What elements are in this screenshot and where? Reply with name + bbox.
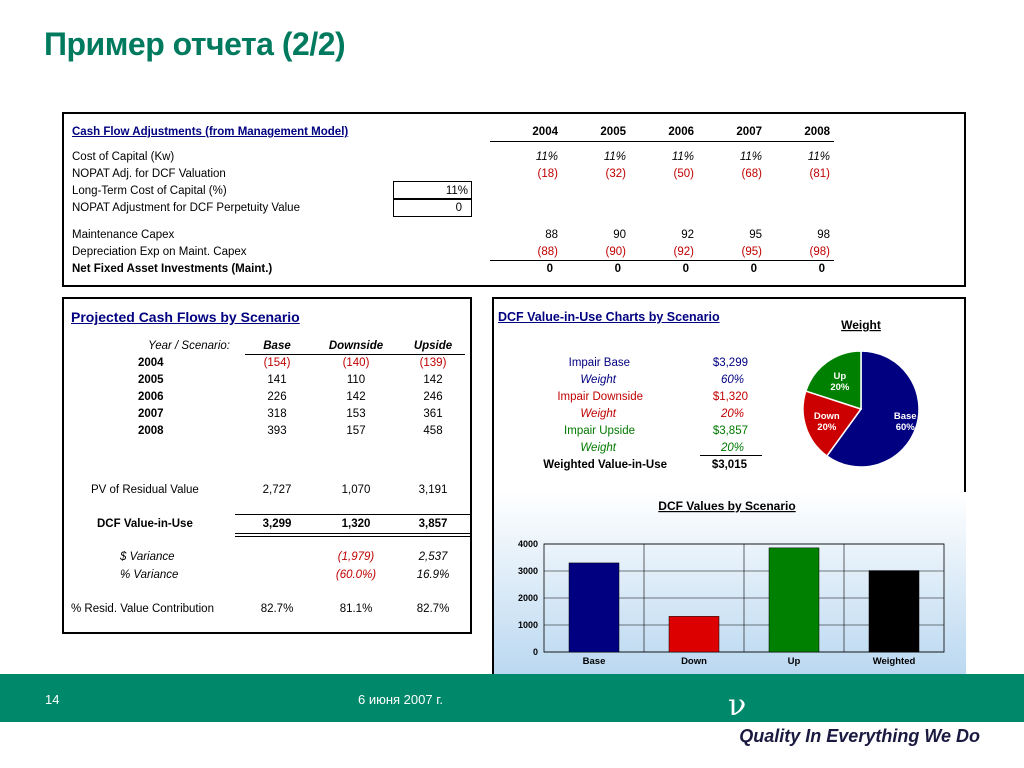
- pie-label-name: Down: [813, 411, 840, 423]
- cfa-cell: 11%: [535, 151, 558, 163]
- pcf-col-header: Base: [263, 340, 291, 352]
- pie-slices: [803, 351, 919, 467]
- y-tick-label: 2000: [517, 593, 538, 603]
- dcf-double-rule: [235, 533, 470, 534]
- dcfc-label: Impair Base: [568, 357, 630, 369]
- cfa-cell: (92): [673, 246, 694, 258]
- dcfc-label: Weighted Value-in-Use: [543, 459, 667, 471]
- dcf-top-rule: [235, 514, 470, 515]
- pcf-col-label: Year / Scenario:: [148, 340, 230, 352]
- dcf-value-cell: 3,299: [262, 518, 292, 530]
- pct-variance-cell: (60.0%): [335, 569, 377, 581]
- pcf-cell: 393: [267, 425, 287, 437]
- page-title: Пример отчета (2/2): [44, 26, 346, 62]
- y-tick-label: 0: [532, 647, 538, 657]
- pv-residual-cell: 2,727: [262, 484, 292, 496]
- pcf-cell: 458: [423, 425, 443, 437]
- pie-label-value: 20%: [830, 381, 850, 393]
- cfa-cell: (95): [741, 246, 762, 258]
- bar-chart-title: DCF Values by Scenario: [658, 499, 796, 513]
- cfa-cell: (88): [537, 246, 558, 258]
- cfa-cell: 98: [817, 229, 830, 241]
- cfa-cell: (90): [605, 246, 626, 258]
- cfa-cell: (50): [673, 168, 694, 180]
- bar-base: [569, 563, 619, 652]
- resid-contribution-cell: 81.1%: [339, 603, 373, 615]
- resid-contribution-cell: 82.7%: [416, 603, 450, 615]
- pcf-cell: 142: [346, 391, 366, 403]
- dcfc-label: Weight: [580, 374, 616, 386]
- cfa-cell: (81): [809, 168, 830, 180]
- pcf-cell: 141: [267, 374, 287, 386]
- pcf-col-header: Upside: [413, 340, 453, 352]
- pv-residual-cell: 3,191: [418, 484, 448, 496]
- cfa-cell: 92: [681, 229, 694, 241]
- pcf-cell: 153: [346, 408, 366, 420]
- cfa-cell: (98): [809, 246, 830, 258]
- dcf-value-label: DCF Value-in-Use: [97, 518, 193, 530]
- pcf-year: 2004: [138, 357, 164, 369]
- cfa-cell: 11%: [807, 151, 830, 163]
- bar-weighted: [869, 571, 919, 652]
- cfa-year: 2007: [736, 126, 762, 138]
- pcf-cell: 226: [267, 391, 287, 403]
- pcf-year: 2005: [138, 374, 164, 386]
- pcf-cell: (139): [419, 357, 447, 369]
- cfa-cell: 0: [818, 263, 825, 275]
- y-tick-label: 1000: [517, 620, 538, 630]
- page-number: 14: [45, 692, 60, 707]
- dollar-variance-label: $ Variance: [120, 551, 175, 563]
- pcf-col-header: Downside: [328, 340, 384, 352]
- cfa-row-label: Maintenance Capex: [72, 229, 175, 241]
- cfa-row-label: NOPAT Adj. for DCF Valuation: [72, 168, 226, 180]
- perp-label: NOPAT Adjustment for DCF Perpetuity Value: [72, 202, 300, 214]
- dcfc-label: Impair Upside: [564, 425, 635, 437]
- cfa-cell: (32): [605, 168, 626, 180]
- bar-down: [669, 616, 719, 652]
- pie-label-value: 20%: [817, 422, 837, 434]
- pcf-cell: 142: [423, 374, 443, 386]
- cfa-year: 2006: [668, 126, 694, 138]
- dcfc-label: Weight: [580, 442, 616, 454]
- weight-pie-chart: [790, 314, 940, 479]
- footer-date: 6 июня 2007 г.: [358, 692, 443, 707]
- cfa-year: 2008: [804, 126, 830, 138]
- dcfc-value: 20%: [720, 442, 744, 454]
- resid-contribution-cell: 82.7%: [260, 603, 294, 615]
- cfa-cell: 90: [613, 229, 626, 241]
- pie-label-name: Up: [833, 370, 847, 382]
- pcf-year: 2007: [138, 408, 164, 420]
- x-tick-label: Weighted: [872, 656, 916, 667]
- y-tick-label: 4000: [517, 539, 538, 549]
- cfa-cell: 11%: [671, 151, 694, 163]
- ltcc-value: 11%: [445, 185, 468, 197]
- cfa-cell: 0: [546, 263, 553, 275]
- cfa-cell: 0: [614, 263, 621, 275]
- pcf-cell: 361: [423, 408, 443, 420]
- cfa-total-rule: [490, 260, 834, 261]
- dcfc-header: DCF Value-in-Use Charts by Scenario: [498, 310, 720, 324]
- pcf-cell: 246: [423, 391, 443, 403]
- y-tick-label: 3000: [517, 566, 538, 576]
- dcfc-value: $1,320: [712, 391, 748, 403]
- dcfc-value: $3,299: [712, 357, 748, 369]
- dcfc-label: Weight: [580, 408, 616, 420]
- cfa-cell: (18): [537, 168, 558, 180]
- dcfc-label: Impair Downside: [557, 391, 643, 403]
- pcf-cell: (140): [342, 357, 370, 369]
- dollar-variance-cell: (1,979): [337, 551, 375, 563]
- pcf-header-rule: [245, 354, 465, 355]
- cfa-cell: 0: [682, 263, 689, 275]
- pcf-cell: 110: [346, 374, 366, 386]
- x-tick-label: Down: [681, 656, 707, 667]
- perp-value: 0: [455, 202, 462, 214]
- dcf-value-cell: 3,857: [418, 518, 448, 530]
- resid-contribution-label: % Resid. Value Contribution: [71, 603, 214, 615]
- pcf-header: Projected Cash Flows by Scenario: [71, 309, 300, 325]
- bar-up: [769, 548, 819, 652]
- pie-title: Weight: [841, 318, 881, 332]
- pie-label-name: Base: [893, 411, 917, 423]
- cfa-row-label: Cost of Capital (Kw): [72, 151, 175, 163]
- dcfc-value: $3,015: [711, 459, 747, 471]
- dollar-variance-cell: 2,537: [418, 551, 448, 563]
- cfa-cell: 11%: [603, 151, 626, 163]
- cfa-row-label: Net Fixed Asset Investments (Maint.): [72, 263, 273, 275]
- pcf-year: 2008: [138, 425, 164, 437]
- pie-label-value: 60%: [895, 422, 915, 434]
- ltcc-label: Long-Term Cost of Capital (%): [72, 185, 227, 197]
- pv-residual-label: PV of Residual Value: [91, 484, 199, 496]
- dcfc-value: 20%: [720, 408, 744, 420]
- cfa-header-rule: [490, 141, 834, 142]
- dcf-values-bar-chart: [494, 492, 966, 678]
- tagline: Quality In Everything We Do: [739, 726, 980, 746]
- dcfc-total-rule: [700, 455, 762, 456]
- dcfc-value: 60%: [720, 374, 744, 386]
- cfa-cell: 88: [545, 229, 558, 241]
- logo-glyph-icon: ν: [728, 688, 747, 723]
- pct-variance-cell: 16.9%: [416, 569, 450, 581]
- dcf-double-rule: [235, 536, 470, 537]
- cfa-year: 2004: [532, 126, 558, 138]
- x-tick-label: Up: [787, 656, 801, 667]
- dcfc-value: $3,857: [712, 425, 748, 437]
- cfa-cell: 0: [750, 263, 757, 275]
- pv-residual-cell: 1,070: [341, 484, 371, 496]
- pcf-cell: 318: [267, 408, 287, 420]
- cfa-cell: 11%: [739, 151, 762, 163]
- cfa-year: 2005: [600, 126, 626, 138]
- dcf-value-cell: 1,320: [341, 518, 371, 530]
- cfa-row-label: Depreciation Exp on Maint. Capex: [72, 246, 247, 258]
- x-tick-label: Base: [582, 656, 606, 667]
- pct-variance-label: % Variance: [120, 569, 179, 581]
- pcf-year: 2006: [138, 391, 164, 403]
- pcf-cell: 157: [346, 425, 366, 437]
- cfa-cell: 95: [749, 229, 762, 241]
- footer-bar: [0, 674, 1024, 722]
- pcf-cell: (154): [263, 357, 291, 369]
- cfa-header: Cash Flow Adjustments (from Management Model): [72, 126, 349, 138]
- cfa-cell: (68): [741, 168, 762, 180]
